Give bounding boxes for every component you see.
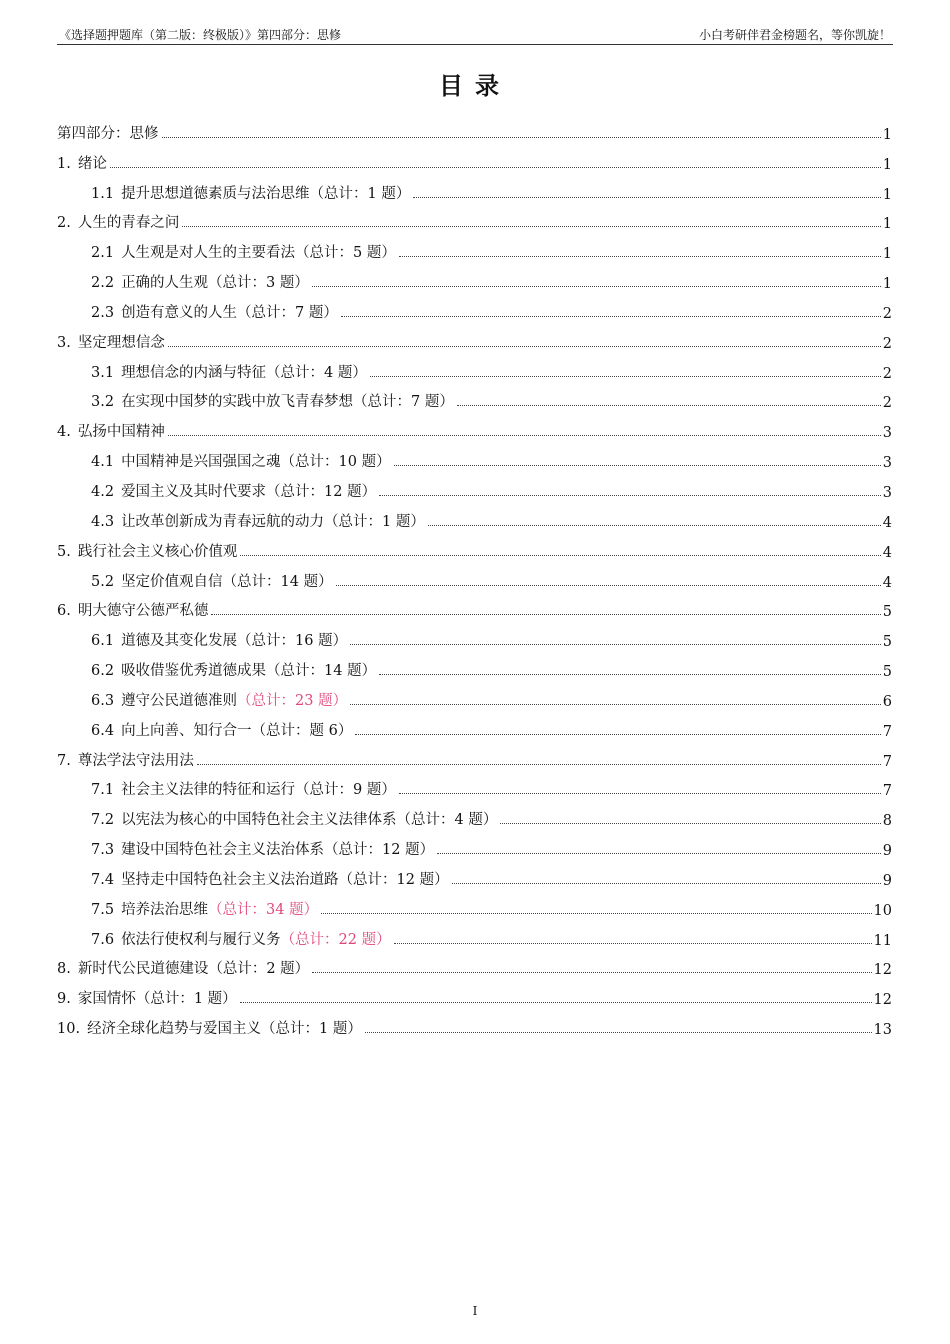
toc-entry-label <box>91 928 391 949</box>
toc-entry-page: 4 <box>882 514 892 531</box>
toc-entry-page: 1 <box>882 246 892 263</box>
toc-entry[interactable] <box>57 322 892 352</box>
toc-entry-number: 2. <box>57 215 71 232</box>
toc-entry-number: 6.4 <box>91 722 115 739</box>
toc-entry-number: 4.1 <box>91 454 115 471</box>
toc-entry-highlight-count: （总计：22 题） <box>280 931 391 948</box>
toc-entry[interactable] <box>57 501 892 531</box>
toc-entry-page: 12 <box>873 962 892 979</box>
toc-entry[interactable] <box>57 232 892 262</box>
toc-leader-dots <box>336 585 881 586</box>
toc-entry-number: 6.2 <box>91 663 115 680</box>
toc-entry[interactable] <box>57 173 892 203</box>
toc-entry-title: 践行社会主义核心价值观 <box>77 543 238 560</box>
header-right-text: 小白考研伴君金榜题名，等你凯旋！ <box>698 28 891 42</box>
toc-entry-label <box>57 957 309 978</box>
toc-entry[interactable] <box>57 262 892 292</box>
toc-entry-page: 5 <box>882 604 892 621</box>
toc-leader-dots <box>413 197 880 198</box>
toc-leader-dots <box>162 137 881 138</box>
toc-entry[interactable] <box>57 113 892 143</box>
toc-entry-number: 8. <box>57 961 71 978</box>
toc-entry-number: 7.5 <box>91 901 115 918</box>
toc-entry-title: 经济全球化趋势与爱国主义（总计：1 题） <box>87 1021 362 1038</box>
toc-entry-label <box>91 808 497 829</box>
toc-entry-page: 11 <box>873 932 892 949</box>
toc-entry-label <box>91 659 376 680</box>
toc-entry[interactable] <box>57 471 892 501</box>
toc-entry-label <box>57 540 237 561</box>
toc-leader-dots <box>211 614 880 615</box>
toc-entry-number: 5. <box>57 543 71 560</box>
toc-entry-title: 坚定价值观自信（总计：14 题） <box>121 573 333 590</box>
toc-leader-dots <box>437 853 881 854</box>
toc-entry-title: 道德及其变化发展（总计：16 题） <box>121 633 348 650</box>
toc-entry[interactable] <box>57 382 892 412</box>
page-number: I <box>472 1304 478 1318</box>
toc-entry-page: 1 <box>882 276 892 293</box>
toc-entry-title: 爱国主义及其时代要求（总计：12 题） <box>121 483 377 500</box>
toc-entry-page: 2 <box>882 335 892 352</box>
page-header <box>57 22 893 45</box>
toc-entry[interactable] <box>57 1008 892 1038</box>
toc-leader-dots <box>500 823 880 824</box>
toc-entry-page: 13 <box>873 1022 892 1039</box>
toc-entry[interactable] <box>57 799 892 829</box>
toc-entry-title: 弘扬中国精神 <box>77 424 165 441</box>
toc-entry-label <box>91 510 425 531</box>
toc-entry-page: 2 <box>882 365 892 382</box>
toc-entry-label <box>91 480 376 501</box>
toc-entry[interactable] <box>57 680 892 710</box>
toc-entry-page: 1 <box>882 126 892 143</box>
toc-entry-label <box>91 898 318 919</box>
toc-entry-page: 7 <box>882 723 892 740</box>
toc-entry-number: 9. <box>57 991 71 1008</box>
toc-entry-page: 2 <box>882 305 892 322</box>
toc-entry-label <box>91 390 454 411</box>
toc-entry-number: 3.1 <box>91 364 115 381</box>
toc-entry[interactable] <box>57 740 892 770</box>
toc-leader-dots <box>452 883 881 884</box>
toc-leader-dots <box>457 405 881 406</box>
toc-entry[interactable] <box>57 710 892 740</box>
toc-entry-number: 7.4 <box>91 871 115 888</box>
table-of-contents <box>57 113 892 1038</box>
toc-leader-dots <box>312 972 871 973</box>
toc-entry-page: 1 <box>882 216 892 233</box>
toc-entry-label <box>91 838 434 859</box>
toc-entry-title: 中国精神是兴国强国之魂（总计：10 题） <box>121 454 391 471</box>
toc-entry-page: 9 <box>882 843 892 860</box>
toc-leader-dots <box>182 226 880 227</box>
toc-entry-page: 4 <box>882 574 892 591</box>
toc-leader-dots <box>240 555 880 556</box>
toc-entry-number: 4.2 <box>91 483 115 500</box>
toc-entry[interactable] <box>57 889 892 919</box>
toc-leader-dots <box>394 465 881 466</box>
toc-leader-dots <box>321 913 871 914</box>
toc-entry-page: 9 <box>882 872 892 889</box>
toc-entry[interactable] <box>57 859 892 889</box>
toc-leader-dots <box>394 943 872 944</box>
toc-entry-title: 在实现中国梦的实践中放飞青春梦想（总计：7 题） <box>121 394 454 411</box>
toc-entry-page: 3 <box>882 425 892 442</box>
toc-entry-number: 3. <box>57 334 71 351</box>
toc-entry-number: 2.1 <box>91 245 115 262</box>
toc-entry-title: 第四部分：思修 <box>57 125 159 142</box>
toc-entry-label <box>57 211 179 232</box>
toc-entry-number: 2.2 <box>91 275 115 292</box>
toc-entry[interactable] <box>57 591 892 621</box>
toc-entry[interactable] <box>57 919 892 949</box>
toc-entry-highlight-count: （总计：23 题） <box>237 692 348 709</box>
toc-entry-number: 4. <box>57 424 71 441</box>
toc-entry[interactable] <box>57 561 892 591</box>
toc-entry-label <box>91 301 338 322</box>
toc-entry-number: 7.6 <box>91 931 115 948</box>
toc-entry[interactable] <box>57 829 892 859</box>
toc-entry-page: 3 <box>882 455 892 472</box>
toc-entry-page: 1 <box>882 186 892 203</box>
toc-entry-label <box>91 450 391 471</box>
toc-leader-dots <box>312 286 881 287</box>
toc-entry-title: 社会主义法律的特征和运行（总计：9 题） <box>121 782 396 799</box>
toc-entry-title: 人生的青春之问 <box>77 215 180 232</box>
toc-entry-label <box>57 122 159 143</box>
toc-entry[interactable] <box>57 650 892 680</box>
toc-entry-label <box>57 1017 362 1038</box>
toc-entry[interactable] <box>57 203 892 233</box>
toc-entry-title: 提升思想道德素质与法治思维（总计：1 题） <box>121 185 411 202</box>
toc-entry-number: 6.3 <box>91 692 115 709</box>
toc-leader-dots <box>110 167 881 168</box>
toc-entry-label <box>91 719 352 740</box>
toc-leader-dots <box>168 435 881 436</box>
toc-leader-dots <box>379 495 881 496</box>
toc-entry-label <box>91 629 347 650</box>
toc-entry-page: 4 <box>882 544 892 561</box>
toc-entry-number: 10. <box>57 1021 81 1038</box>
toc-entry[interactable] <box>57 949 892 979</box>
toc-leader-dots <box>370 376 881 377</box>
toc-entry[interactable] <box>57 770 892 800</box>
toc-entry-number: 7. <box>57 752 71 769</box>
toc-entry-number: 2.3 <box>91 304 115 321</box>
toc-entry-label <box>91 271 309 292</box>
toc-leader-dots <box>355 734 880 735</box>
toc-entry-number: 3.2 <box>91 394 115 411</box>
toc-leader-dots <box>350 704 881 705</box>
toc-entry-label <box>91 241 396 262</box>
toc-entry-label <box>91 361 367 382</box>
toc-entry-page: 2 <box>882 395 892 412</box>
toc-entry-title: 明大德守公德严私德 <box>77 603 209 620</box>
toc-leader-dots <box>197 764 881 765</box>
toc-entry-title: 建设中国特色社会主义法治体系（总计：12 题） <box>121 842 435 859</box>
toc-entry-number: 7.3 <box>91 842 115 859</box>
toc-entry-label <box>91 778 396 799</box>
toc-entry-highlight-count: （总计：34 题） <box>208 901 319 918</box>
toc-entry-page: 8 <box>882 813 892 830</box>
toc-entry-label <box>57 331 165 352</box>
toc-leader-dots <box>168 346 881 347</box>
toc-entry-page: 3 <box>882 484 892 501</box>
toc-entry-title: 理想信念的内涵与特征（总计：4 题） <box>121 364 367 381</box>
toc-entry[interactable] <box>57 411 892 441</box>
toc-entry[interactable] <box>57 531 892 561</box>
toc-leader-dots <box>399 793 881 794</box>
toc-entry-label <box>57 599 208 620</box>
toc-entry-label <box>57 987 237 1008</box>
toc-entry[interactable] <box>57 441 892 471</box>
toc-entry-page: 10 <box>873 902 892 919</box>
toc-leader-dots <box>399 256 881 257</box>
toc-entry-page: 7 <box>882 783 892 800</box>
toc-entry-title: 让改革创新成为青春远航的动力（总计：1 题） <box>121 513 425 530</box>
toc-entry-title: 正确的人生观（总计：3 题） <box>121 275 309 292</box>
toc-entry-title: 遵守公民道德准则 <box>121 692 238 709</box>
toc-entry-page: 7 <box>882 753 892 770</box>
toc-entry-number: 7.1 <box>91 782 115 799</box>
toc-entry-page: 6 <box>882 693 892 710</box>
toc-entry[interactable] <box>57 620 892 650</box>
toc-leader-dots <box>379 674 881 675</box>
toc-entry-title: 依法行使权利与履行义务 <box>121 931 281 948</box>
toc-leader-dots <box>240 1002 872 1003</box>
toc-entry-label <box>91 182 410 203</box>
toc-entry-label <box>91 689 347 710</box>
toc-leader-dots <box>365 1032 872 1033</box>
toc-entry-number: 6. <box>57 603 71 620</box>
toc-entry-page: 5 <box>882 664 892 681</box>
page-title: 目录 <box>439 72 511 100</box>
toc-entry-title: 坚定理想信念 <box>77 334 165 351</box>
toc-entry[interactable] <box>57 352 892 382</box>
toc-entry-number: 6.1 <box>91 633 115 650</box>
toc-entry-title: 吸收借鉴优秀道德成果（总计：14 题） <box>121 663 377 680</box>
toc-entry-title: 坚持走中国特色社会主义法治道路（总计：12 题） <box>121 871 449 888</box>
toc-entry-label <box>91 868 449 889</box>
toc-entry-page: 5 <box>882 634 892 651</box>
toc-entry-page: 12 <box>873 992 892 1009</box>
toc-entry-title: 绪论 <box>77 155 107 172</box>
toc-entry-title: 培养法治思维 <box>121 901 209 918</box>
toc-entry-number: 5.2 <box>91 573 115 590</box>
toc-leader-dots <box>341 316 881 317</box>
toc-entry[interactable] <box>57 292 892 322</box>
toc-entry-label <box>57 749 194 770</box>
toc-entry-title: 新时代公民道德建设（总计：2 题） <box>77 961 310 978</box>
toc-entry-page: 1 <box>882 156 892 173</box>
toc-leader-dots <box>350 644 881 645</box>
toc-leader-dots <box>428 525 881 526</box>
toc-entry-number: 1.1 <box>91 185 115 202</box>
toc-entry-label <box>57 420 165 441</box>
toc-entry-title: 家国情怀（总计：1 题） <box>77 991 237 1008</box>
toc-entry-title: 人生观是对人生的主要看法（总计：5 题） <box>121 245 396 262</box>
toc-entry-title: 创造有意义的人生（总计：7 题） <box>121 304 338 321</box>
toc-entry-label <box>91 570 333 591</box>
toc-entry-title: 向上向善、知行合一（总计：题 6） <box>121 722 353 739</box>
toc-entry-number: 7.2 <box>91 812 115 829</box>
toc-entry-label <box>57 152 107 173</box>
toc-entry-number: 4.3 <box>91 513 115 530</box>
toc-entry[interactable] <box>57 978 892 1008</box>
toc-entry-title: 以宪法为核心的中国特色社会主义法律体系（总计：4 题） <box>121 812 498 829</box>
toc-entry-title: 尊法学法守法用法 <box>77 752 194 769</box>
header-left-text: 《选择题押题库（第二版：终极版）》第四部分：思修 <box>59 28 342 42</box>
toc-entry[interactable] <box>57 143 892 173</box>
toc-entry-number: 1. <box>57 155 71 172</box>
